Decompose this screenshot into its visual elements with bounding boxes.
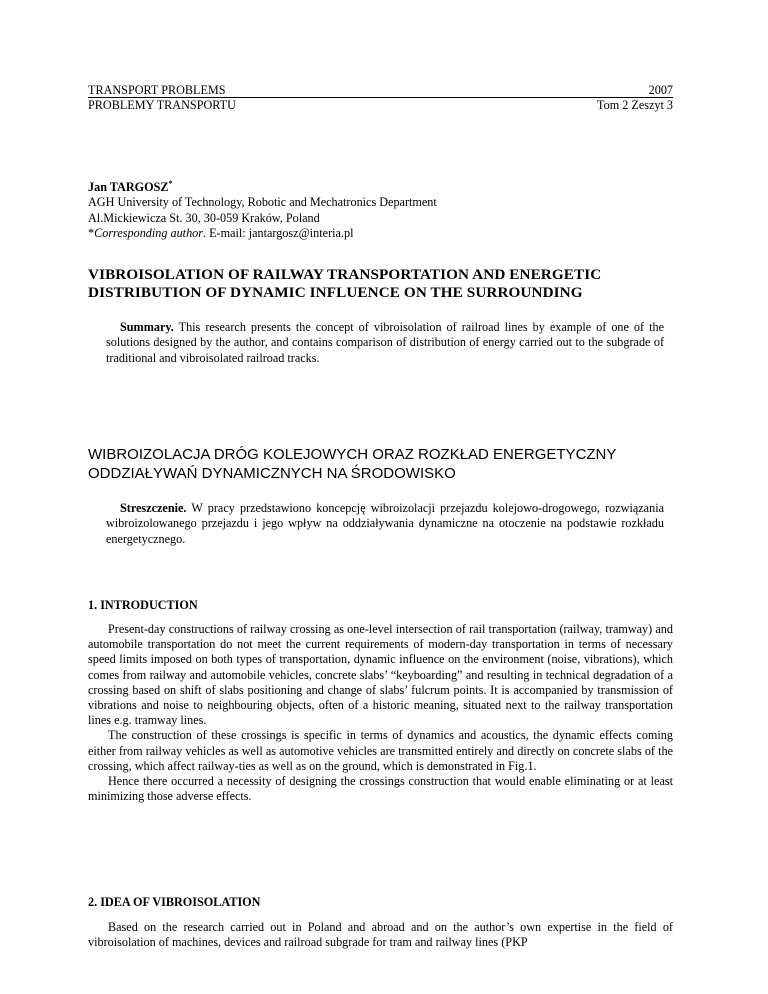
journal-title-en: TRANSPORT PROBLEMS: [88, 83, 226, 97]
section-heading-introduction: 1. INTRODUCTION: [88, 598, 198, 612]
streszczenie-abstract: [106, 501, 664, 547]
paper-title-pl: WIBROIZOLACJA DRÓG KOLEJOWYCH ORAZ ROZKŁAD ENERGETYCZNY ODDZIAŁYWAŃ DYNAMICZNYCH NA ŚRODOWISKO: [88, 446, 617, 482]
running-header-bottom: [88, 98, 673, 113]
paragraph: The construction of these crossings is specific in terms of dynamics and acoustics, the dynamic effects coming either from railway vehicles as well as automotive vehicles are transmitted entirely and directly on concrete slabs of the crossing, which affect railway-ties as well as on the ground, which is demonstrated in Fig.1.: [88, 728, 673, 773]
author-address: Al.Mickiewicza St. 30, 30-059 Kraków, Poland: [88, 210, 320, 225]
corresponding-author: *Corresponding author. E-mail: jantargosz@interia.pl: [88, 226, 354, 241]
volume-issue: Tom 2 Zeszyt 3: [597, 98, 673, 112]
paragraph: Hence there occurred a necessity of designing the crossings construction that would enable eliminating or at least minimizing those adverse effects.: [88, 774, 673, 804]
publication-year: 2007: [648, 83, 673, 97]
journal-title-pl: PROBLEMY TRANSPORTU: [88, 98, 236, 112]
streszczenie-text: W pracy przedstawiono koncepcję wibroizolacji przejazdu kolejowo-drogowego, rozwiązania wibroizolowanego przejazdu i jego wpływ na oddziaływania dynamiczne na otoczenie na podstawie rozkładu energetycznego.: [106, 501, 664, 546]
paragraph: Based on the research carried out in Poland and abroad and on the author’s own expertise in the field of vibroisolation of machines, devices and railroad subgrade for tram and railway lines (PKP: [88, 920, 673, 950]
section-body-introduction: [88, 622, 673, 804]
summary-text: This research presents the concept of vibroisolation of railroad lines by example of one of the solutions designed by the author, and contains comparison of distribution of energy carried out to the subgrade of traditional and vibroisolated railroad tracks.: [106, 320, 664, 365]
paper-title-en: VIBROISOLATION OF RAILWAY TRANSPORTATION AND ENERGETIC DISTRIBUTION OF DYNAMIC INFLUENCE ON THE SURROUNDING: [88, 266, 602, 301]
summary-abstract: [106, 320, 664, 366]
section-heading-vibroisolation: 2. IDEA OF VIBROISOLATION: [88, 895, 261, 909]
author-block: [88, 176, 688, 242]
running-header-top: [88, 83, 673, 98]
author-affiliation: AGH University of Technology, Robotic and Mechatronics Department: [88, 195, 437, 210]
author-name: Jan TARGOSZ*: [88, 179, 173, 195]
summary-label: Summary.: [120, 320, 174, 334]
paragraph: Present-day constructions of railway crossing as one-level intersection of rail transportation (railway, tramway) and automobile transportation do not meet the current requirements of modern-day transportation in terms of necessary speed limits imposed on both types of transportation, dynamic influence on the environment (noise, vibrations), which comes from railway and automobile vehicles, concrete slabs’ “keyboarding” and resulting in technical degradation of a crossing based on shift of slabs positioning and change of slabs’ fulcrum points. It is accompanied by transmission of vibrations and noise to neighbouring objects, often of a historic meaning, situated next to the railway transportation lines e.g. tramway lines.: [88, 622, 673, 728]
streszczenie-label: Streszczenie.: [120, 501, 187, 515]
section-body-vibroisolation: [88, 920, 673, 950]
